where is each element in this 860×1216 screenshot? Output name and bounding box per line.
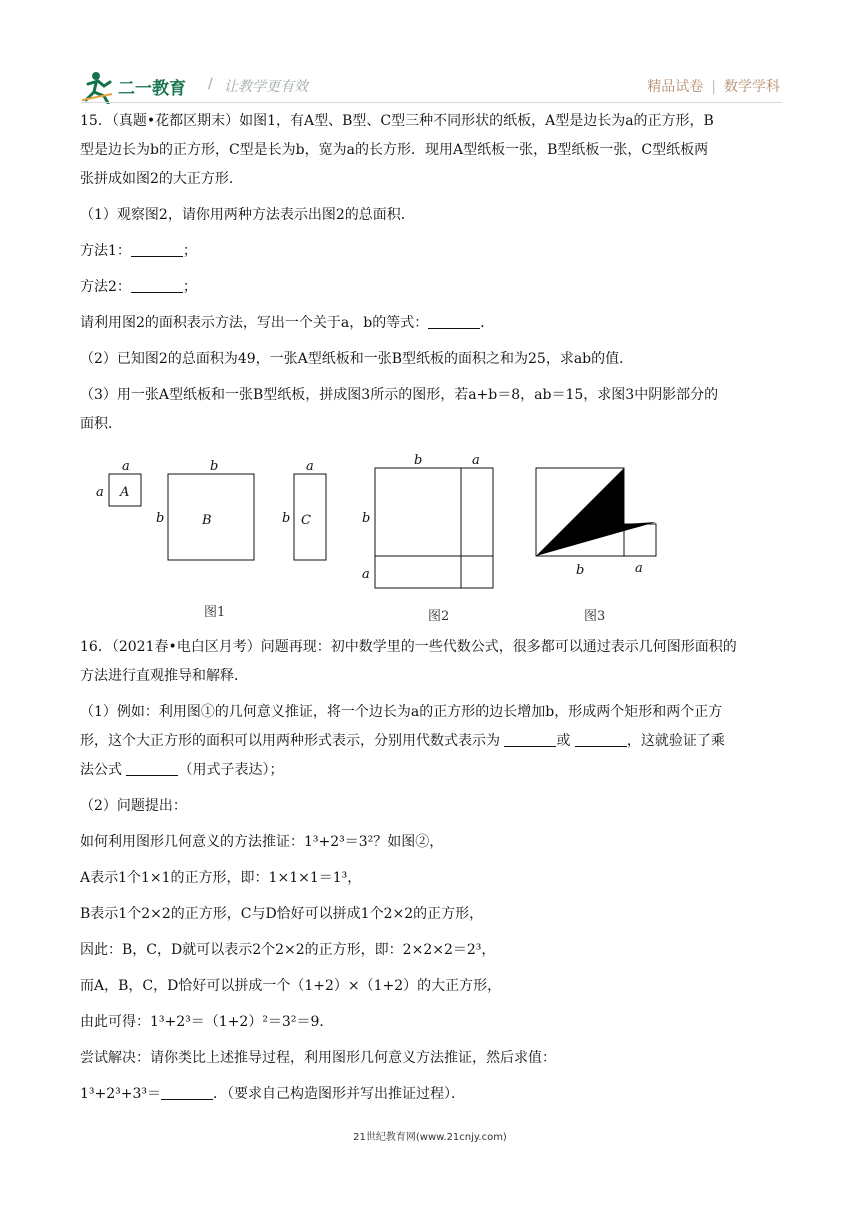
final-expression: 1³+2³+3³＝: [80, 1086, 162, 1102]
fig3-caption: 图3: [584, 609, 606, 624]
q16-line-e: 而A，B，C，D恰好可以拼成一个（1+2）×（1+2）的大正方形，: [80, 978, 502, 994]
q16-line-d: 因此：B，C，D就可以表示2个2×2的正方形，即：2×2×2＝2³，: [80, 942, 496, 958]
fig1-caption: 图1: [204, 605, 226, 620]
fig1-B-top-label: b: [210, 459, 219, 474]
part1-blank2: [575, 732, 627, 747]
fig1-C-top-label: a: [306, 459, 314, 474]
part1-text-a: 形，这个大正方形的面积可以用两种形式表示，分别用代数式表示为: [80, 733, 505, 749]
method1-label: 方法1：: [80, 243, 131, 259]
fig1-B-left-label: b: [156, 511, 165, 526]
slogan-separator: /: [208, 76, 213, 92]
q16-line-f: 由此可得：1³+2³＝（1+2）²＝3²＝9．: [80, 1014, 334, 1030]
equation-label: 请利用图2的面积表示方法，写出一个关于a，b的等式：: [80, 315, 429, 331]
equation-end: ．: [480, 315, 495, 331]
q15-part3-line1: （3）用一张A型纸板和一张B型纸板，拼成图3所示的图形，若a+b＝8，ab＝15，求图3中阴影部分的: [80, 387, 719, 403]
part1-blank1: [504, 732, 556, 747]
q15-part1: （1）观察图2，请你用两种方法表示出图2的总面积．: [80, 207, 415, 223]
fig1-B-inside: B: [202, 513, 212, 528]
header-subject: 数学学科: [724, 79, 780, 95]
fig3-shaded-region: [536, 468, 656, 556]
part1-text-c: ，这就验证了乘: [626, 733, 725, 749]
q16-line-g: 尝试解决：请你类比上述推导过程，利用图形几何意义方法推证，然后求值：: [80, 1050, 556, 1066]
fig2-top-b-label: b: [414, 453, 423, 468]
q15-method1: [80, 242, 197, 260]
fig2-left-a-label: a: [362, 567, 370, 582]
fig3-bottom-b-label: b: [576, 563, 585, 578]
fig2-caption: 图2: [428, 609, 450, 624]
logo-text: 二一教育: [118, 79, 186, 99]
fig1-C-inside: C: [301, 513, 311, 528]
page-header: [0, 0, 860, 105]
method2-blank: [131, 278, 183, 293]
method2-end: ；: [182, 279, 197, 295]
q15-equation: [80, 314, 494, 332]
q15-line3: 张拼成如图2的大正方形．: [80, 171, 243, 187]
header-category: 精品试卷: [647, 79, 704, 95]
header-right: [647, 76, 780, 96]
q15-part3-line2: 面积．: [80, 416, 122, 432]
fig1-A-top-label: a: [122, 459, 130, 474]
fig2-left-b-label: b: [362, 511, 371, 526]
q15-part2: （2）已知图2的总面积为49，一张A型纸板和一张B型纸板的面积之和为25，求ab的值．: [80, 351, 634, 367]
fig1-A-inside: A: [120, 485, 130, 500]
header-divider: [82, 102, 782, 103]
q16-part1-line3: [80, 761, 283, 779]
final-blank: [161, 1085, 213, 1100]
part1-blank3: [126, 761, 178, 776]
header-separator: |: [711, 79, 716, 95]
figures-row: [80, 452, 780, 632]
fig1-C-left-label: b: [282, 511, 291, 526]
method1-end: ；: [182, 243, 197, 259]
part1-text-d: 法公式: [80, 762, 127, 778]
fig1-A-left-label: a: [96, 485, 104, 500]
q15-line1: 15．（真题•花都区期末）如图1，有A型、B型、C型三种不同形状的纸板，A型是边长为a的正方形，B: [80, 113, 714, 129]
fig2-outer-square: [375, 468, 493, 588]
q16-part1-line2: [80, 732, 725, 750]
q16-line-b: A表示1个1×1的正方形，即：1×1×1＝1³，: [80, 870, 362, 886]
q15-line2: 型是边长为b的正方形，C型是长为b，宽为a的长方形．现用A型纸板一张，B型纸板一张，C型纸板两: [80, 142, 709, 158]
q16-line-a: 如何利用图形几何意义的方法推证：1³+2³＝3²？如图②，: [80, 834, 444, 850]
part1-text-e: （用式子表达）；: [178, 762, 284, 778]
part1-text-b: 或: [556, 733, 575, 749]
method2-label: 方法2：: [80, 279, 131, 295]
figures-svg: [80, 452, 780, 632]
q16-part1-line1: （1）例如：利用图①的几何意义推证，将一个边长为a的正方形的边长增加b，形成两个矩形和两个正方: [80, 704, 723, 720]
q16-line1: 16．（2021春•电白区月考）问题再现：初中数学里的一些代数公式，很多都可以通过表示几何图形面积的: [80, 639, 737, 655]
q16-part2: （2）问题提出：: [80, 798, 187, 814]
fig3-bottom-a-label: a: [635, 561, 643, 576]
page-footer: 21世纪教育网(www.21cnjy.com): [353, 1132, 507, 1143]
q16-line-h: [80, 1085, 465, 1103]
q16-line2: 方法进行直观推导和解释．: [80, 668, 248, 684]
fig2-top-a-label: a: [472, 453, 480, 468]
q15-method2: [80, 278, 197, 296]
final-instructions: ．（要求自己构造图形并写出推证过程）．: [213, 1086, 466, 1102]
method1-blank: [131, 242, 183, 257]
equation-blank: [428, 314, 480, 329]
q16-line-c: B表示1个2×2的正方形，C与D恰好可以拼成1个2×2的正方形，: [80, 906, 484, 922]
slogan: 让教学更有效: [224, 79, 308, 95]
